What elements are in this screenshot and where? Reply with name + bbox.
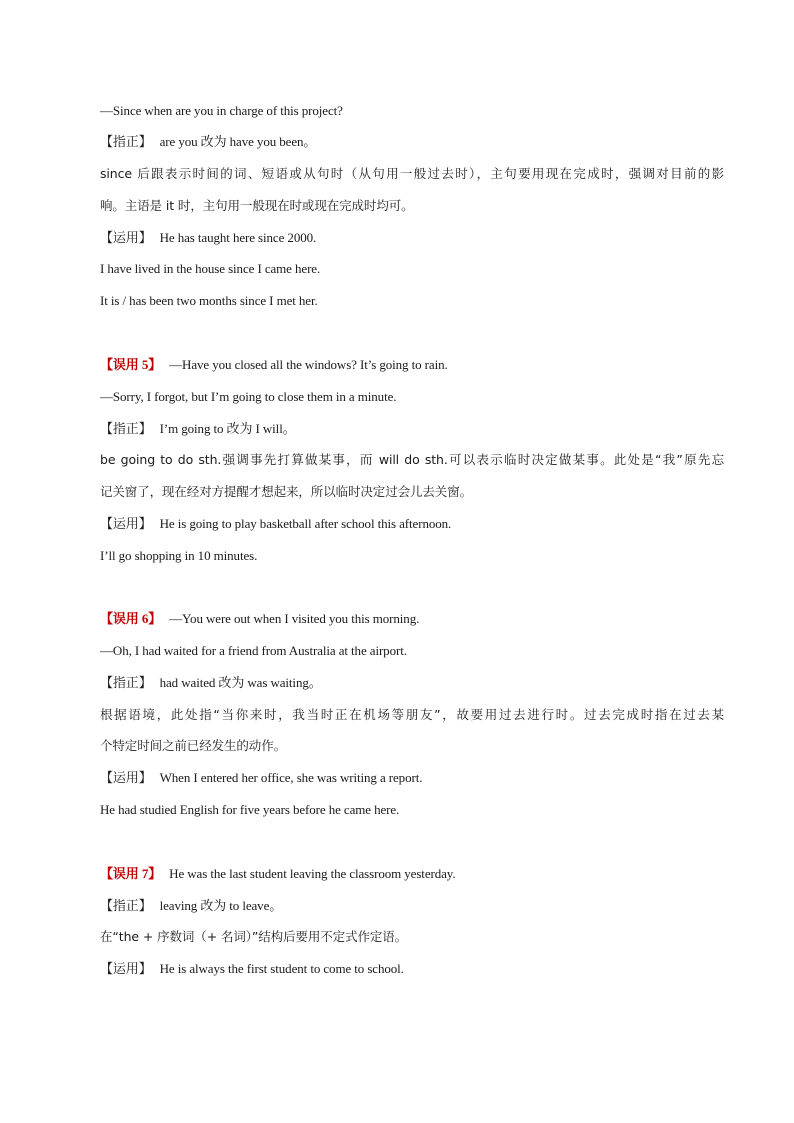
explanation-line: 响。主语是 it 时，主句用一般现在时或现在完成时均可。 [100,198,414,213]
usage-tag: 【运用】 [100,961,152,976]
correction-line: 【指正】 leaving 改为 to leave。 [100,898,283,913]
usage-line: 【运用】 He is going to play basketball after school this afternoon. [100,516,452,531]
example-line: It is / has been two months since I met her. [100,293,318,308]
usage-line: 【运用】 He is always the first student to come to school. [100,961,404,976]
explanation-line: 记关窗了，现在经对方提醒才想起来，所以临时决定过会儿去关窗。 [100,484,473,499]
correction-line: 【指正】 had waited 改为 was waiting。 [100,675,322,690]
error-tag: 【误用 7】 [100,866,162,881]
error-item-7: 【误用 7】 He was the last student leaving the classroom yesterday. [100,866,456,881]
example-line: He had studied English for five years before he came here. [100,802,400,817]
usage-tag: 【运用】 [100,770,152,785]
explanation-line: 根据语境，此处指“当你来时，我当时正在机场等朋友”，故要用过去进行时。过去完成时指在过去某 [100,707,724,722]
usage-line: 【运用】 He has taught here since 2000. [100,230,317,245]
dialogue-line: —Since when are you in charge of this project? [100,103,343,118]
dialogue-line: —Oh, I had waited for a friend from Australia at the airport. [100,643,407,658]
error-tag: 【误用 5】 [100,357,162,372]
explanation-line: 个特定时间之前已经发生的动作。 [100,738,287,753]
usage-tag: 【运用】 [100,516,152,531]
error-item-6: 【误用 6】 —You were out when I visited you this morning. [100,611,420,626]
correction-tag: 【指正】 [100,421,152,436]
error-item-5: 【误用 5】 —Have you closed all the windows? It’s going to rain. [100,357,448,372]
usage-line: 【运用】 When I entered her office, she was writing a report. [100,770,423,785]
correction-tag: 【指正】 [100,675,152,690]
explanation-line: 在“the + 序数词（+ 名词）”结构后要用不定式作定语。 [100,929,408,944]
usage-tag: 【运用】 [100,230,152,245]
dialogue-line: —Sorry, I forgot, but I’m going to close them in a minute. [100,389,397,404]
correction-line: 【指正】 are you 改为 have you been。 [100,134,317,149]
explanation-line: be going to do sth.强调事先打算做某事，而 will do sth.可以表示临时决定做某事。此处是“我”原先忘 [100,452,724,467]
example-line: I’ll go shopping in 10 minutes. [100,548,258,563]
error-tag: 【误用 6】 [100,611,162,626]
correction-tag: 【指正】 [100,898,152,913]
explanation-line: since 后跟表示时间的词、短语或从句时（从句用一般过去时），主句要用现在完成时，强调对目前的影 [100,166,724,181]
example-line: I have lived in the house since I came here. [100,261,321,276]
correction-tag: 【指正】 [100,134,152,149]
correction-line: 【指正】 I’m going to 改为 I will。 [100,421,296,436]
